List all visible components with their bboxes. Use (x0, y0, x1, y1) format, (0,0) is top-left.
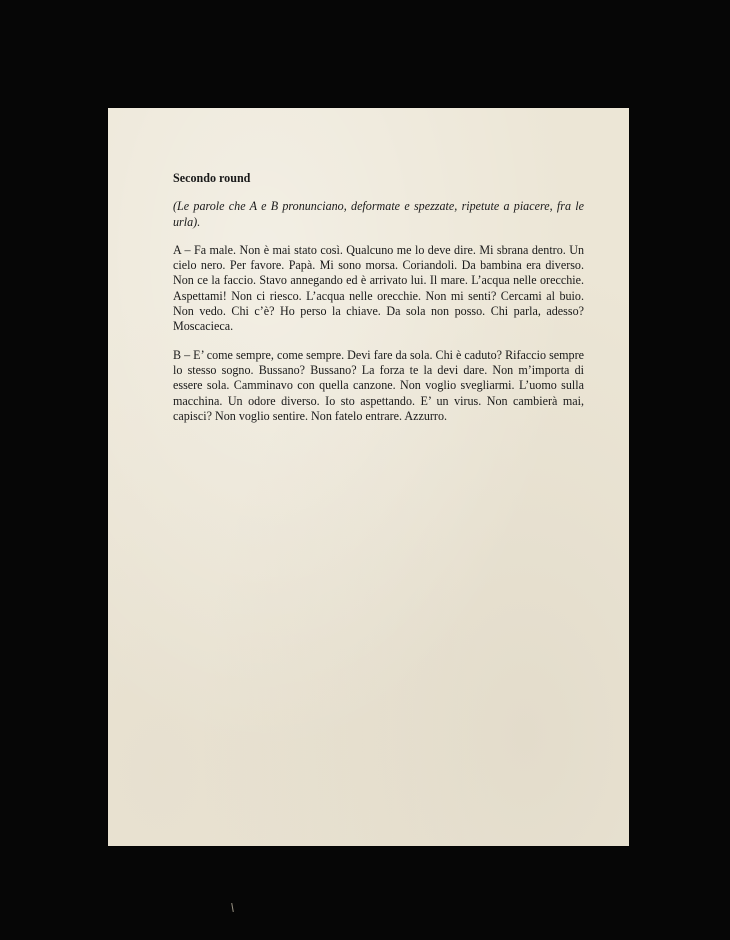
paper-scan-mark (231, 903, 234, 912)
page-text-block (173, 171, 584, 437)
paper-sheet (108, 108, 629, 846)
speech-paragraph-a: A – Fa male. Non è mai stato così. Qualcuno me lo deve dire. Mi sbrana dentro. Un cielo nero. Per favore. Papà. Mi sono morsa. Coriandoli. Da bambina era diverso. Non ce la faccio. Stavo annegando ed è arrivato lui. Il mare. L’acqua nelle orecchie. Aspettami! Non ci riesco. L’acqua nelle orecchie. Non mi senti? Cercami al buio. Non vedo. Chi c’è? Ho perso la chiave. Da sola non posso. Chi parla, adesso? Moscacieca. (173, 242, 584, 334)
speech-paragraph-b: B – E’ come sempre, come sempre. Devi fare da sola. Chi è caduto? Rifaccio sempre lo stesso sogno. Bussano? Bussano? La forza te la devi dare. Non m’importa di essere sola. Camminavo con quella canzone. Non voglio svegliarmi. L’uomo sulla macchina. Un odore diverso. Io sto aspettando. E’ un virus. Non cambierà mai, capisci? Non voglio sentire. Non fatelo entrare. Azzurro. (173, 347, 584, 423)
section-title: Secondo round (173, 171, 251, 185)
stage-direction: (Le parole che A e B pronunciano, deformate e spezzate, ripetute a piacere, fra le urla). (173, 199, 584, 229)
